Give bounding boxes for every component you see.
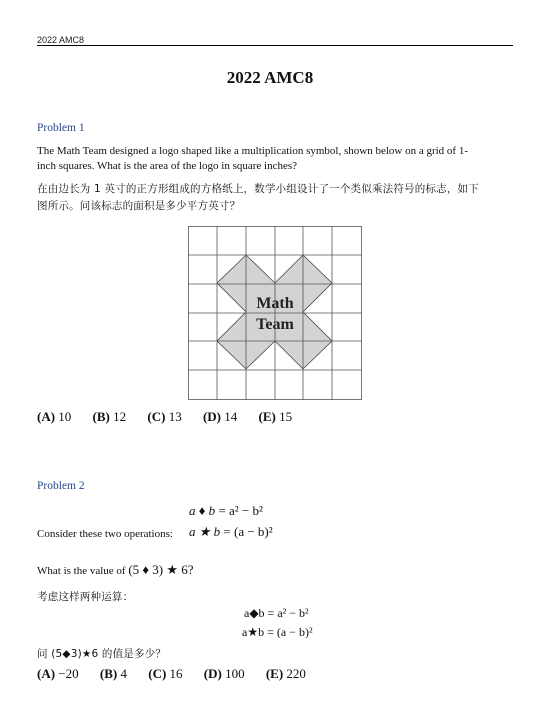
choice-a[interactable]: (A) −20 [37, 666, 79, 681]
problem-1-text-en [37, 144, 507, 173]
problem-1-text-en-line2: inch squares. What is the area of the logo in square inches? [37, 159, 298, 172]
problem-2-question-cn: 问 (5◆3)★6 的值是多少？ [37, 648, 167, 660]
problem-2-choices [37, 666, 324, 682]
operation-star [189, 524, 273, 540]
choice-c[interactable]: (C) 16 [148, 666, 183, 681]
problem-2-label: Problem 2 [37, 480, 85, 492]
operation-diamond-cn: a◆b = a² − b² [244, 606, 309, 620]
problem-1-text-cn [37, 181, 513, 215]
op1-rhs: = a² − b² [218, 503, 263, 518]
op2-rhs: = (a − b)² [223, 524, 273, 539]
problem-1-label: Problem 1 [37, 122, 85, 134]
problem-1-text-cn-line2: 图所示。问该标志的面积是多少平方英寸？ [37, 200, 241, 212]
choice-b[interactable]: (B) 12 [92, 409, 127, 424]
question-en-expr: (5 ♦ 3) ★ 6? [128, 562, 194, 577]
problem-2-question-en [37, 562, 194, 578]
choice-d[interactable]: (D) 100 [203, 666, 245, 681]
choice-b[interactable]: (B) 4 [99, 666, 127, 681]
logo-text-team: Team [256, 316, 294, 333]
choice-d[interactable]: (D) 14 [202, 409, 238, 424]
choice-c[interactable]: (C) 13 [147, 409, 182, 424]
choice-e[interactable]: (E) 220 [265, 666, 306, 681]
running-header: 2022 AMC8 [37, 35, 85, 45]
problem-1-text-en-line1: The Math Team designed a logo shaped like a multiplication symbol, shown below on a grid of 1- [37, 145, 468, 157]
logo-text-math: Math [256, 295, 294, 312]
question-en-text: What is the value of [37, 565, 126, 577]
problem-1-text-cn-line1: 在由边长为 1 英寸的正方形组成的方格纸上，数学小组设计了一个类似乘法符号的标志，如下 [37, 183, 479, 195]
choice-e[interactable]: (E) 15 [258, 409, 293, 424]
grid-lines [188, 226, 362, 400]
choice-a[interactable]: (A) 10 [37, 409, 72, 424]
problem-2-intro-cn: 考虑这样两种运算： [37, 591, 134, 603]
op2-lhs: a ★ b [189, 524, 221, 539]
operation-diamond [189, 503, 263, 519]
page-title: 2022 AMC8 [226, 68, 314, 87]
problem-1-choices [37, 409, 310, 425]
op1-lhs: a ♦ b [189, 503, 216, 518]
math-team-logo-shape [217, 255, 332, 369]
operation-star-cn: a★b = (a − b)² [242, 625, 313, 639]
header-rule [37, 45, 513, 46]
logo-grid-figure [188, 226, 362, 400]
problem-2-intro-en: Consider these two operations: [37, 528, 173, 540]
